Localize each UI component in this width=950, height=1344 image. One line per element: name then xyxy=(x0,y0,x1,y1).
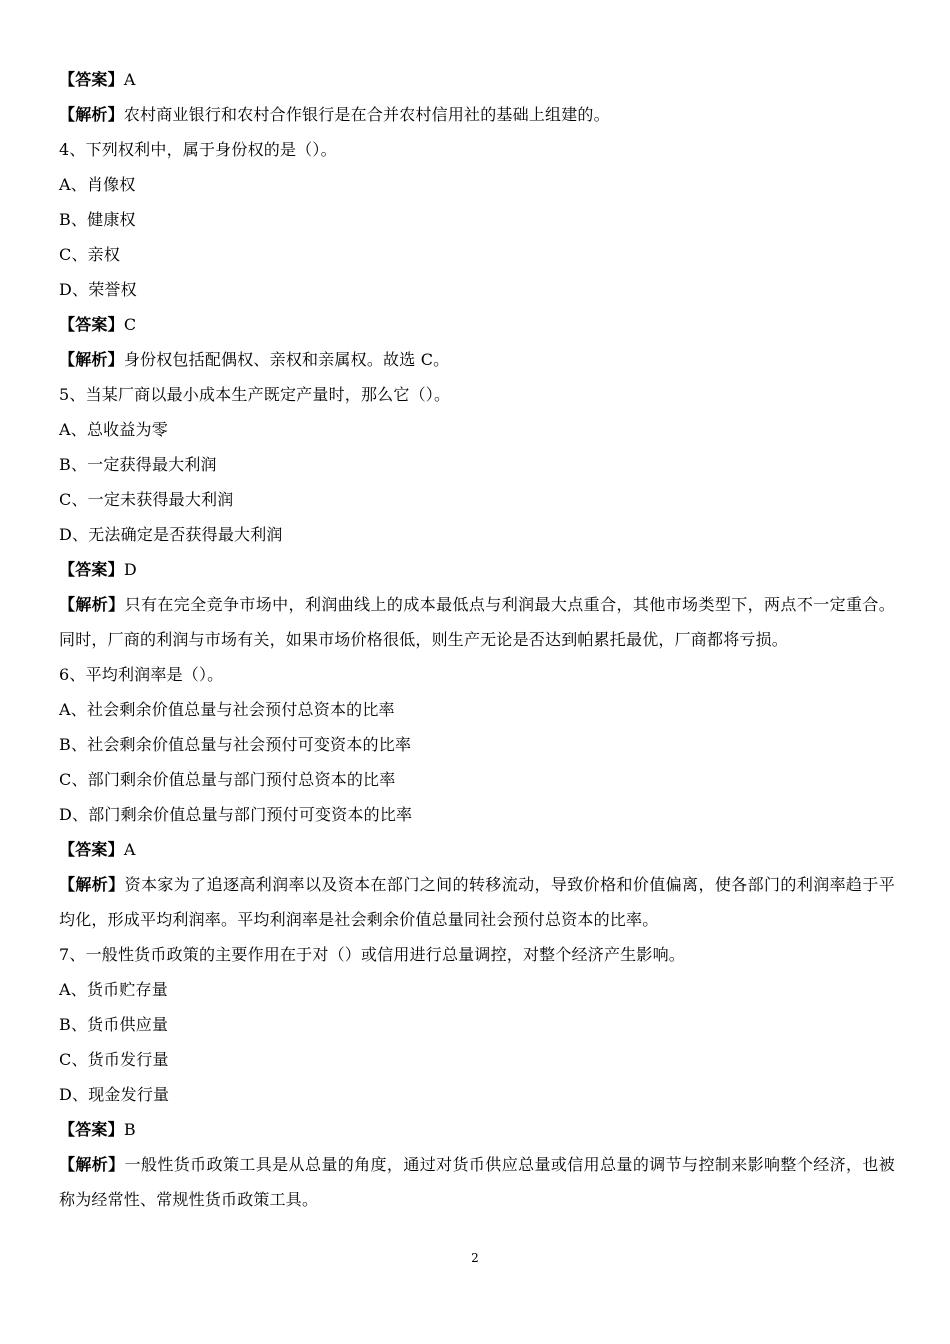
document-body xyxy=(59,62,895,1217)
analysis-label: 【解析】 xyxy=(59,1155,125,1174)
question-stem: 6、平均利润率是（）。 xyxy=(59,665,224,684)
answer-line xyxy=(59,552,895,587)
answer-text: B xyxy=(123,1120,136,1139)
answer-option: C、一定未获得最大利润 xyxy=(59,490,234,509)
analysis-text: 只有在完全竞争市场中，利润曲线上的成本最低点与利润最大点重合，其他市场类型下，两点不一定重合。同时，厂商的利润与市场有关，如果市场价格很低，则生产无论是否达到帕累托最优，厂商都将亏损。 xyxy=(59,595,895,649)
answer-label: 【答案】 xyxy=(59,560,124,579)
analysis-label: 【解析】 xyxy=(59,105,124,124)
answer-option: B、社会剩余价值总量与社会预付可变资本的比率 xyxy=(59,735,412,754)
answer-option: B、健康权 xyxy=(59,210,136,229)
question-stem: 4、下列权利中，属于身份权的是（）。 xyxy=(59,140,337,159)
answer-option: B、一定获得最大利润 xyxy=(59,455,217,474)
analysis-label: 【解析】 xyxy=(59,350,124,369)
answer-option: D、荣誉权 xyxy=(59,280,137,299)
answer-option: A、总收益为零 xyxy=(59,420,168,439)
answer-text: C xyxy=(123,315,137,334)
analysis-text: 身份权包括配偶权、亲权和亲属权。故选 C。 xyxy=(123,350,450,369)
analysis-paragraph xyxy=(59,97,895,132)
answer-option: B、货币供应量 xyxy=(59,1015,169,1034)
answer-line xyxy=(59,832,895,867)
analysis-text: 农村商业银行和农村合作银行是在合并农村信用社的基础上组建的。 xyxy=(123,105,610,124)
analysis-paragraph xyxy=(59,342,895,377)
analysis-paragraph xyxy=(59,587,895,657)
analysis-paragraph xyxy=(59,1147,895,1217)
analysis-text: 资本家为了追逐高利润率以及资本在部门之间的转移流动，导致价格和价值偏离，使各部门的利润率趋于平均化，形成平均利润率。平均利润率是社会剩余价值总量同社会预付总资本的比率。 xyxy=(59,875,895,929)
analysis-label: 【解析】 xyxy=(59,875,125,894)
analysis-label: 【解析】 xyxy=(59,595,125,614)
answer-option: C、部门剩余价值总量与部门预付总资本的比率 xyxy=(59,770,396,789)
answer-option: D、部门剩余价值总量与部门预付可变资本的比率 xyxy=(59,805,413,824)
answer-option: A、社会剩余价值总量与社会预付总资本的比率 xyxy=(59,700,395,719)
answer-text: A xyxy=(123,840,136,859)
answer-option: A、肖像权 xyxy=(59,175,136,194)
answer-option: D、无法确定是否获得最大利润 xyxy=(59,525,283,544)
analysis-text: 一般性货币政策工具是从总量的角度，通过对货币供应总量或信用总量的调节与控制来影响整个经济，也被称为经常性、常规性货币政策工具。 xyxy=(59,1155,895,1209)
answer-option: D、现金发行量 xyxy=(59,1085,170,1104)
answer-option: C、亲权 xyxy=(59,245,121,264)
answer-text: D xyxy=(123,560,137,579)
question-stem: 5、当某厂商以最小成本生产既定产量时，那么它（）。 xyxy=(59,385,451,404)
page-number: 2 xyxy=(471,1251,479,1265)
answer-label: 【答案】 xyxy=(59,315,124,334)
analysis-paragraph xyxy=(59,867,895,937)
answer-option: A、货币贮存量 xyxy=(59,980,168,999)
answer-line xyxy=(59,307,895,342)
question-stem: 7、一般性货币政策的主要作用在于对（）或信用进行总量调控，对整个经济产生影响。 xyxy=(59,945,685,964)
answer-label: 【答案】 xyxy=(59,840,124,859)
answer-line xyxy=(59,62,895,97)
answer-text: A xyxy=(123,70,136,89)
answer-label: 【答案】 xyxy=(59,70,124,89)
answer-label: 【答案】 xyxy=(59,1120,124,1139)
answer-line xyxy=(59,1112,895,1147)
answer-option: C、货币发行量 xyxy=(59,1050,169,1069)
